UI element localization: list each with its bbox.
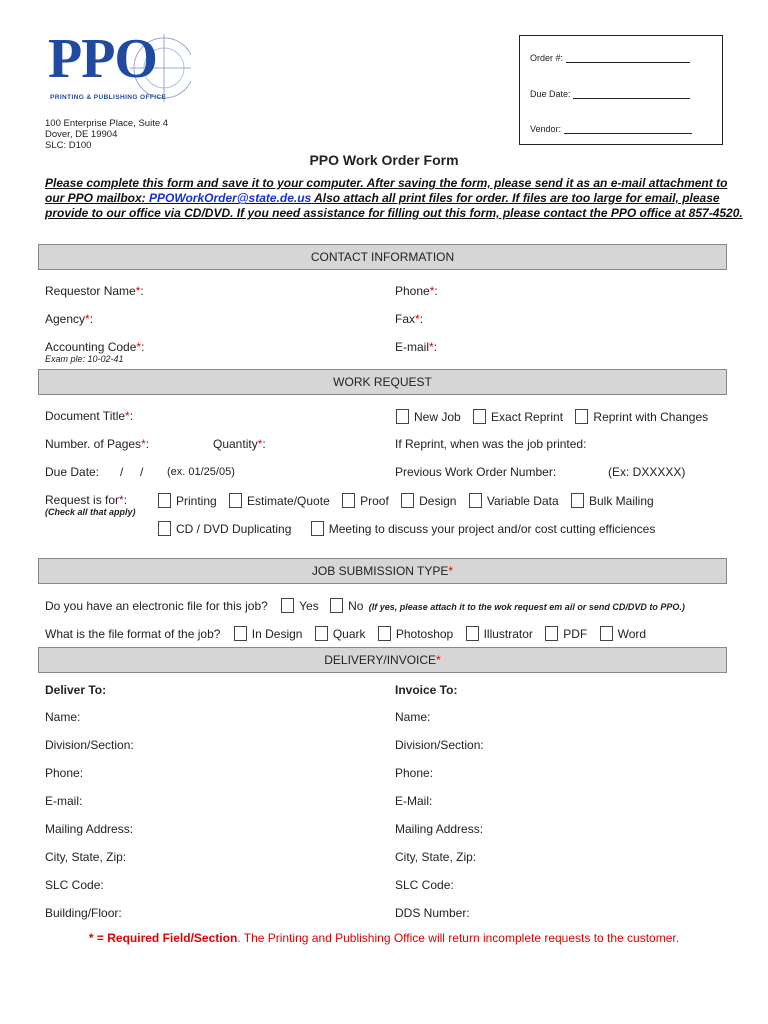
photoshop-option[interactable] [378,626,453,641]
due-date-input[interactable]: / / [120,465,144,479]
request-is-for-label [45,493,127,507]
electronic-file-label: Do you have an electronic file for this job? [45,599,268,613]
intro-instructions [45,176,745,221]
required-mark: * [119,493,124,507]
proof-checkbox[interactable] [342,493,355,508]
quark-option[interactable] [315,626,366,641]
footnote-text: . The Printing and Publishing Office will return incomplete requests to the customer. [237,931,680,945]
deliver-to-heading: Deliver To: [45,683,107,697]
address-block [45,118,168,151]
indesign-label: In Design [251,627,303,641]
proof-label: Proof [360,494,389,508]
delivery-invoice-section-header [38,647,727,673]
vendor-label: Vendor: [530,124,562,134]
pdf-label: PDF [563,627,588,641]
request-options-row1 [158,493,663,508]
estimate-label: Estimate/Quote [247,494,330,508]
bulk-mailing-label: Bulk Mailing [589,494,654,508]
reprint-changes-label: Reprint with Changes [593,410,709,424]
design-option[interactable] [401,493,456,508]
design-label: Design [419,494,457,508]
logo-text: PPO [48,28,157,90]
fax-field[interactable] [395,312,423,326]
variable-data-checkbox[interactable] [469,493,482,508]
deliver-city-state-zip-field[interactable]: City, State, Zip: [45,850,127,864]
new-job-checkbox[interactable] [396,409,409,424]
cd-dvd-option[interactable] [158,521,291,536]
file-format-label: What is the file format of the job? [45,627,221,641]
invoice-to-heading: Invoice To: [395,683,458,697]
agency-field[interactable] [45,312,93,326]
previous-order-field[interactable]: Previous Work Order Number: [395,465,557,479]
deliver-mailing-address-field[interactable]: Mailing Address: [45,822,134,836]
document-title-label: Document Title [45,409,126,423]
invoice-dds-number-field[interactable]: DDS Number: [395,906,470,920]
invoice-city-state-zip-field[interactable]: City, State, Zip: [395,850,477,864]
estimate-checkbox[interactable] [229,493,242,508]
colon: : [140,284,144,298]
deliver-slc-code-field[interactable]: SLC Code: [45,878,104,892]
phone-label: Phone [395,284,430,298]
previous-order-example: (Ex: DXXXXX) [608,465,686,479]
yes-label: Yes [299,599,319,613]
colon: : [433,340,438,354]
quark-label: Quark [332,627,366,641]
due-date-example: (ex. 01/25/05) [167,466,235,478]
file-format-question [45,626,655,641]
new-job-option[interactable] [396,409,461,424]
address-line: SLC: D100 [45,140,92,151]
illustrator-option[interactable] [466,626,533,641]
electronic-file-question [45,598,685,613]
printing-label: Printing [176,494,217,508]
work-request-section-header: WORK REQUEST [38,369,727,395]
invoice-mailing-address-field[interactable]: Mailing Address: [395,822,484,836]
request-options-row2 [158,521,664,536]
quantity-label: Quantity [213,437,258,451]
proof-option[interactable] [342,493,389,508]
design-checkbox[interactable] [401,493,414,508]
number-of-pages-field[interactable] [45,437,149,451]
required-mark: * [141,437,146,451]
invoice-division-field[interactable]: Division/Section: [395,738,484,752]
printing-checkbox[interactable] [158,493,171,508]
photoshop-checkbox[interactable] [378,626,391,641]
required-mark: * [125,409,130,423]
no-label: No [348,599,364,613]
required-mark: * [429,284,435,298]
due-date-label: Due Date: [530,89,571,99]
required-mark: * [436,653,441,667]
contact-section-header: CONTACT INFORMATION [38,244,727,270]
job-submission-section-header [38,558,727,584]
accounting-code-label: Accounting Code [45,340,137,354]
reprint-date-field[interactable]: If Reprint, when was the job printed: [395,437,587,451]
required-field-footnote [0,931,768,945]
email-field[interactable] [395,340,437,354]
word-checkbox[interactable] [600,626,613,641]
footnote-bold: * = Required Field/Section [88,931,238,945]
address-line: Dover, DE 19904 [45,129,118,140]
bulk-mailing-checkbox[interactable] [571,493,584,508]
yes-checkbox[interactable] [281,598,294,613]
vendor-field[interactable] [530,124,692,134]
electronic-file-note: (If yes, please attach it to the wok request em ail or send CD/DVD to PPO.) [368,602,685,612]
illustrator-checkbox[interactable] [466,626,479,641]
email-label: E-mail [395,340,430,354]
deliver-phone-field[interactable]: Phone: [45,766,84,780]
deliver-division-field[interactable]: Division/Section: [45,738,134,752]
estimate-option[interactable] [229,493,330,508]
indesign-option[interactable] [234,626,303,641]
ppo-logo [46,26,191,106]
exact-reprint-option[interactable] [473,409,563,424]
colon: : [123,493,128,507]
meeting-option[interactable] [311,521,656,536]
due-date-field[interactable] [530,89,690,99]
check-all-note: (Check all that apply) [45,507,136,517]
no-checkbox[interactable] [330,598,343,613]
required-mark: * [257,437,263,451]
intro-text: Also attach all print files for order. If files are too large for email, please provide to our office via CD/DVD. If you need assistance for filling out this form, please contact the PPO office at 857-4520. [45,191,743,220]
due-date-request-label: Due Date: [45,465,100,479]
mailbox-email-link[interactable]: PPOWorkOrder@state.de.us [149,191,312,205]
new-job-label: New Job [414,410,461,424]
pdf-option[interactable] [545,626,587,641]
required-mark: * [448,564,454,578]
address-line: 100 Enterprise Place, Suite 4 [45,118,169,129]
number-of-pages-label: Number. of Pages [45,437,142,451]
required-mark: * [136,340,142,354]
colon: : [141,340,145,354]
order-number-label: Order #: [530,53,564,63]
invoice-slc-code-field[interactable]: SLC Code: [395,878,454,892]
colon: : [129,409,134,423]
pdf-checkbox[interactable] [545,626,558,641]
required-mark: * [415,312,420,326]
intro-text: Please complete this form and save it to your computer. After saving the form, please send it as an e-mail attachment to our PPO mailbox: [45,176,728,205]
requestor-name-field[interactable] [45,284,144,298]
colon: : [419,312,424,326]
agency-label: Agency [45,312,86,326]
required-mark: * [429,340,434,354]
variable-data-option[interactable] [469,493,559,508]
accounting-code-field[interactable] [45,340,144,354]
invoice-phone-field[interactable]: Phone: [395,766,434,780]
fax-label: Fax [395,312,416,326]
requestor-name-label: Requestor Name [45,284,136,298]
quantity-field[interactable] [213,437,266,451]
word-option[interactable] [600,626,646,641]
colon: : [262,437,266,451]
required-mark: * [135,284,141,298]
order-number-field[interactable] [530,53,690,63]
office-use-box [519,35,723,145]
deliver-email-field[interactable]: E-mail: [45,794,83,808]
variable-data-label: Variable Data [486,494,559,508]
request-is-for-text: Request is for [45,493,120,507]
form-title: PPO Work Order Form [309,152,459,168]
job-submission-title: JOB SUBMISSION TYPE [311,564,449,578]
meeting-checkbox[interactable] [311,521,324,536]
invoice-name-field[interactable]: Name: [395,710,431,724]
delivery-invoice-title: DELIVERY/INVOICE [324,653,437,667]
cd-dvd-label: CD / DVD Duplicating [176,522,292,536]
invoice-email-field[interactable]: E-Mail: [395,794,433,808]
colon: : [434,284,438,298]
reprint-changes-checkbox[interactable] [575,409,588,424]
cd-dvd-checkbox[interactable] [158,521,171,536]
printing-option[interactable] [158,493,217,508]
job-type-options [396,409,717,424]
colon: : [89,312,94,326]
accounting-code-example: Exam ple: 10-02-41 [45,354,124,364]
colon: : [145,437,150,451]
deliver-name-field[interactable]: Name: [45,710,81,724]
exact-reprint-checkbox[interactable] [473,409,486,424]
indesign-checkbox[interactable] [234,626,247,641]
yes-option[interactable] [281,598,319,613]
required-mark: * [85,312,90,326]
word-label: Word [617,627,647,641]
illustrator-label: Illustrator [483,627,533,641]
bulk-mailing-option[interactable] [571,493,654,508]
logo-subtitle: PRINTING & PUBLISHING OFFICE [50,94,167,101]
meeting-label: Meeting to discuss your project and/or cost cutting efficiences [328,522,656,536]
exact-reprint-label: Exact Reprint [491,410,564,424]
no-option[interactable] [330,598,363,613]
document-title-field[interactable] [45,409,133,423]
deliver-building-floor-field[interactable]: Building/Floor: [45,906,122,920]
reprint-changes-option[interactable] [575,409,708,424]
phone-field[interactable] [395,284,438,298]
photoshop-label: Photoshop [395,627,454,641]
quark-checkbox[interactable] [315,626,328,641]
